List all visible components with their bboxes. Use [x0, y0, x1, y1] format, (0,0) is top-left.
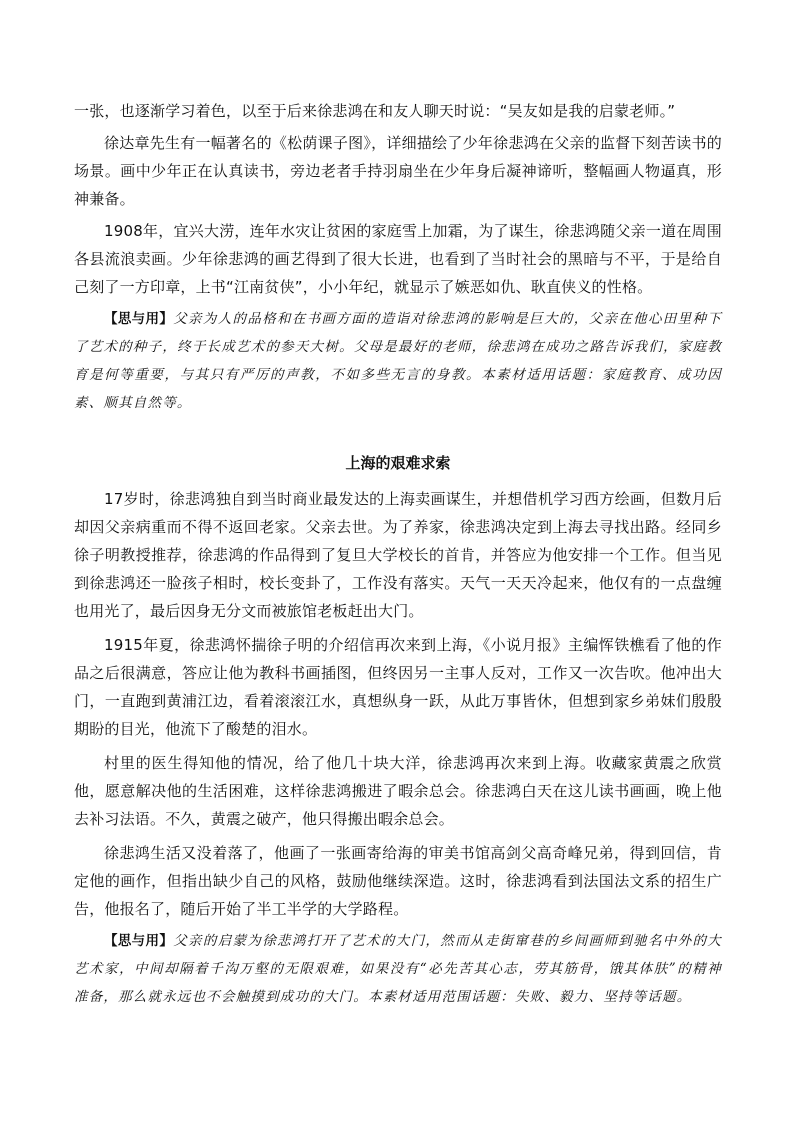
paragraph: 17岁时，徐悲鸿独自到当时商业最发达的上海卖画谋生，并想借机学习西方绘画，但数月后却因父亲病重而不得不返回老家。父亲去世。为了养家，徐悲鸿决定到上海去寻找出路。经同乡徐子明教授推荐，徐悲鸿的作品得到了复旦大学校长的首肯，并答应为他安排一个工作。但当见到徐悲鸿还一脸孩子相时，校长变卦了，工作没有落实。天气一天天冷起来，他仅有的一点盘缠也用光了，最后因身无分文而被旅馆老板赶出大门。: [74, 490, 722, 620]
reflection-text: 父亲为人的品格和在书画方面的造诣对徐悲鸿的影响是巨大的，父亲在他心田里种下了艺术的种子，终于长成艺术的参天大树。父母是最好的老师，徐悲鸿在成功之路告诉我们，家庭教育是何等重要，与其只有严厉的声教，不如多些无言的身教。本素材适用话题：家庭教育、成功因素、顺其自然等。: [74, 311, 722, 411]
reflection-tag: 【思与用】: [104, 933, 174, 949]
paragraph: 徐达章先生有一幅著名的《松荫课子图》，详细描绘了少年徐悲鸿在父亲的监督下刻苦读书的场景。画中少年正在认真读书，旁边老者手持羽扇坐在少年身后凝神谛听，整幅画人物逼真，形神兼备。: [74, 134, 722, 208]
section-shanghai: [74, 449, 722, 1011]
paragraph: 徐悲鸿生活又没着落了，他画了一张画寄给海的审美书馆高剑父高奇峰兄弟，得到回信，肯定他的画作，但指出缺少自己的风格，鼓励他继续深造。这时，徐悲鸿看到法国法文系的招生广告，他报名了，随后开始了半工半学的大学路程。: [74, 844, 722, 918]
paragraph: 1915年夏，徐悲鸿怀揣徐子明的介绍信再次来到上海，《小说月报》主编恽铁樵看了他的作品之后很满意，答应让他为教科书画插图，但终因另一主事人反对，工作又一次告吹。他冲出大门，一直跑到黄浦江边，看着滚滚江水，真想纵身一跃，从此万事皆休，但想到家乡弟妹们殷殷期盼的目光，他流下了酸楚的泪水。: [74, 636, 722, 738]
reflection-note: [74, 927, 722, 1011]
paragraph: 村里的医生得知他的情况，给了他几十块大洋，徐悲鸿再次来到上海。收藏家黄震之欣赏他，愿意解决他的生活困难，这样徐悲鸿搬进了暇余总会。徐悲鸿白天在这儿读书画画，晚上他去补习法语。不久，黄震之破产，他只得搬出暇余总会。: [74, 754, 722, 828]
reflection-note: [74, 305, 722, 417]
reflection-text: 父亲的启蒙为徐悲鸿打开了艺术的大门，然而从走街窜巷的乡间画师到驰名中外的大艺术家，中间却隔着千沟万壑的无限艰难，如果没有“必先苦其心志，劳其筋骨，饿其体肤”的精神准备，那么就永远也不会触摸到成功的大门。本素材适用范围话题：失败、毅力、坚持等话题。: [74, 933, 722, 1005]
section-title: 上海的艰难求索: [345, 454, 451, 472]
paragraph: 一张，也逐渐学习着色，以至于后来徐悲鸿在和友人聊天时说：“吴友如是我的启蒙老师。”: [74, 102, 676, 120]
paragraph: 1908年，宜兴大涝，连年水灾让贫困的家庭雪上加霜，为了谋生，徐悲鸿随父亲一道在周围各县流浪卖画。少年徐悲鸿的画艺得到了很大长进，也看到了当时社会的黑暗与不平，于是给自己刻了一方印章，上书“江南贫侠”，小小年纪，就显示了嫉恶如仇、耿直侠义的性格。: [74, 222, 722, 296]
reflection-tag: 【思与用】: [104, 311, 174, 327]
section-childhood: [74, 97, 722, 417]
document-content: [74, 97, 722, 1011]
